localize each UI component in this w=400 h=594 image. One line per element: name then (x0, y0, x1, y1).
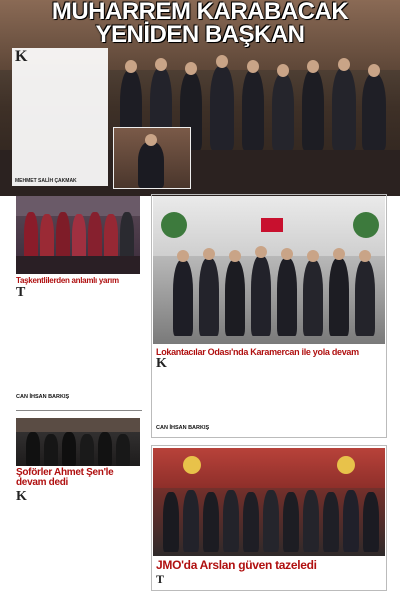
left-story-2-photo (16, 418, 140, 466)
left-story-2-body (16, 491, 142, 591)
right-story-1-body (156, 358, 384, 422)
left-story-1-headline: Taşkentlilerden anlamlı yarım (16, 276, 119, 285)
top-story-byline: MEHMET SALİH ÇAKMAK (15, 177, 77, 184)
emblem-left (183, 456, 201, 474)
left-story-1-byline: CAN İHSAN BARKIŞ (16, 394, 70, 400)
logo-left (161, 212, 187, 238)
headline-line-1: Şoförler Ahmet Şen'le (16, 467, 114, 478)
dropcap: K (156, 358, 167, 371)
right-story-2-body (156, 574, 384, 590)
left-story-1-body (16, 287, 142, 391)
headline-line-2: YENİDEN BAŞKAN (95, 21, 305, 48)
dropcap: K (15, 48, 28, 65)
headline-line-1: MUHARREM KARABACAK (51, 0, 349, 25)
left-story-1-photo (16, 196, 140, 274)
flag (261, 218, 283, 232)
emblem-right (337, 456, 355, 474)
divider (16, 410, 142, 411)
top-story-inset-photo (113, 127, 191, 189)
logo-right (353, 212, 379, 238)
right-story-1-byline: CAN İHSAN BARKIŞ (156, 425, 210, 431)
dropcap: K (16, 491, 27, 504)
right-story-2-photo (153, 448, 385, 556)
top-story-headline (0, 0, 400, 46)
dropcap: T (16, 287, 26, 300)
right-story-2-headline: JMO'da Arslan güven tazeledi (156, 558, 317, 572)
headline-line-2: devam dedi (16, 477, 69, 488)
dropcap: T (156, 574, 165, 586)
left-story-2-headline (16, 468, 142, 488)
right-story-1-photo (153, 196, 385, 344)
top-story-text-box (12, 48, 108, 186)
right-story-1-headline: Lokantacılar Odası'nda Karamercan ile yola devam (156, 347, 359, 357)
